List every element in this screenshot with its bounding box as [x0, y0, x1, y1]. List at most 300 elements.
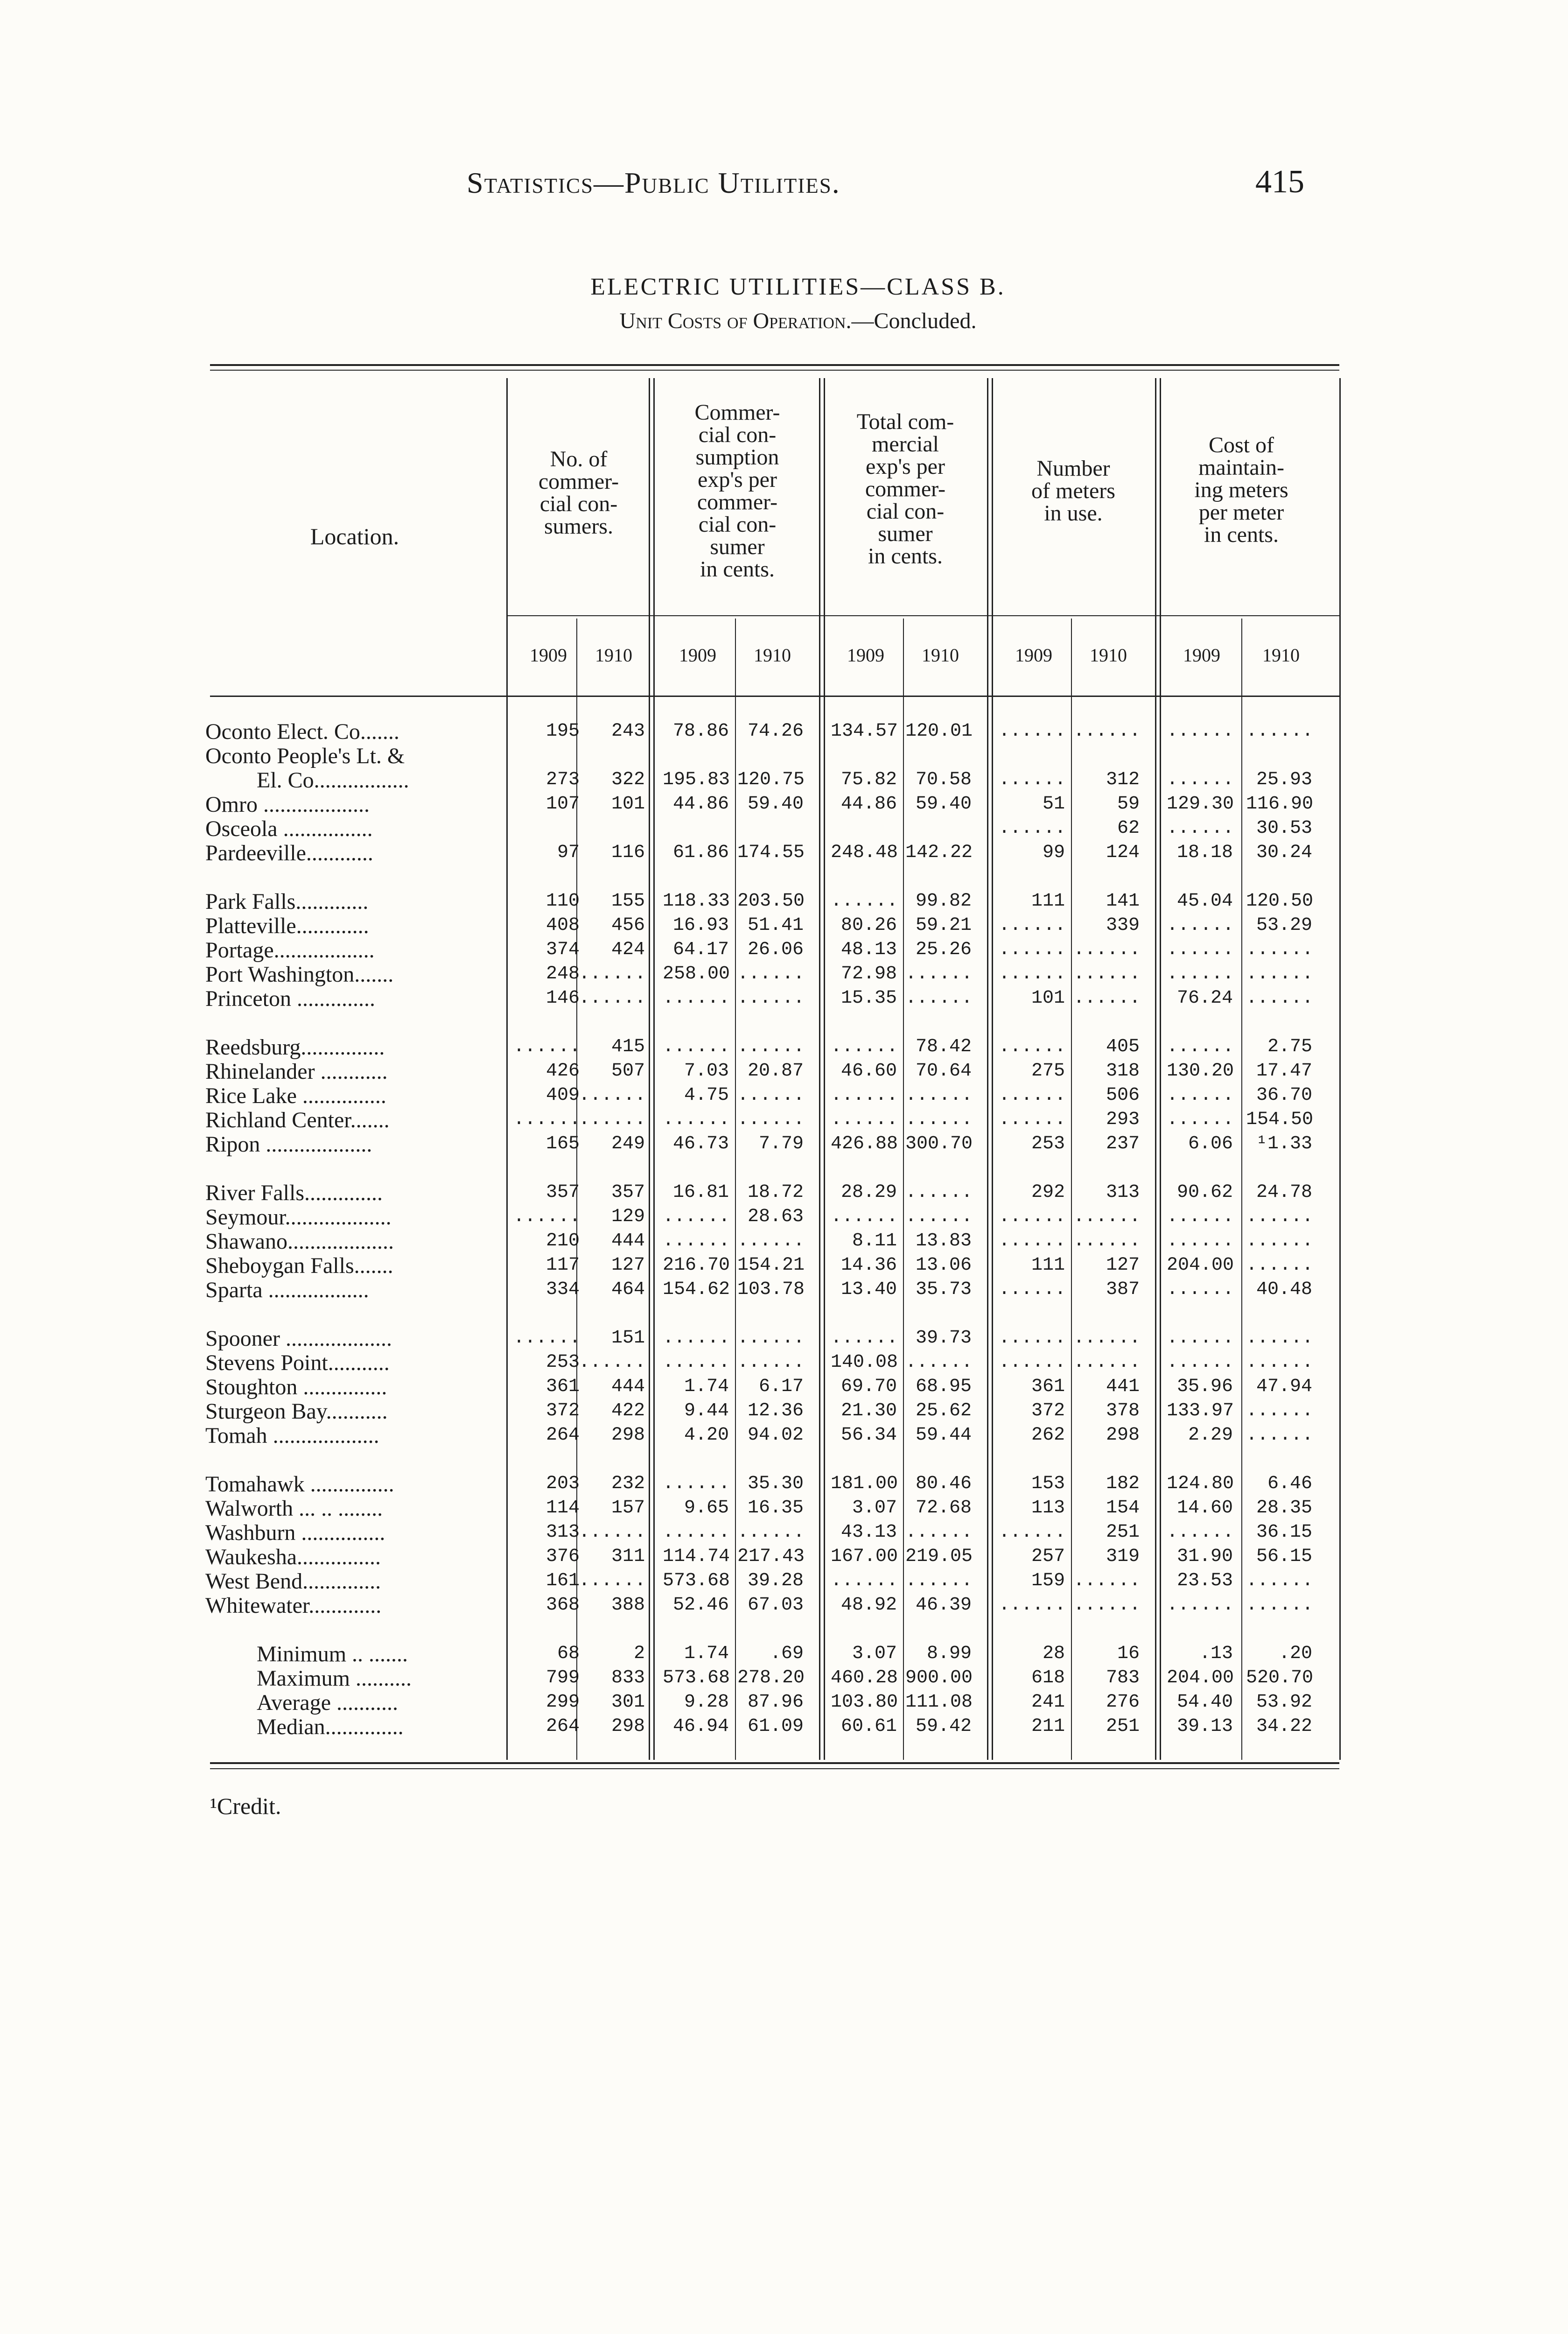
row-cell: 60.61	[840, 1716, 897, 1737]
row-cell: 16.93	[672, 915, 729, 936]
row-cell: 195.83	[663, 769, 730, 790]
row-cell: 181.00	[831, 1473, 898, 1494]
row-cell: 53.92	[1256, 1692, 1312, 1713]
row-cell: 36.15	[1256, 1522, 1312, 1543]
table-row	[201, 1107, 1339, 1132]
row-cell: 70.64	[915, 1061, 972, 1082]
table-row	[201, 767, 1339, 792]
row-cell: 30.53	[1256, 818, 1312, 839]
row-cell: ......	[1073, 1352, 1141, 1373]
row-cell: 39.13	[1176, 1716, 1233, 1737]
row-cell: 253	[1031, 1133, 1065, 1154]
row-cell: 203	[546, 1473, 580, 1494]
row-cell: 130.20	[1167, 1061, 1234, 1082]
row-cell: 14.60	[1176, 1497, 1233, 1519]
row-cell: ......	[1073, 721, 1141, 742]
row-cell: 251	[1106, 1716, 1140, 1737]
row-cell: 4.75	[684, 1085, 729, 1106]
row-cell: 151	[611, 1328, 645, 1349]
row-cell: 248.48	[831, 842, 898, 863]
consumers-header	[509, 448, 649, 538]
total_exp-header-line: exp's per	[866, 454, 945, 479]
row-cell: 28.63	[747, 1206, 804, 1227]
row-cell: ......	[831, 1570, 898, 1591]
row-cell: 409	[546, 1085, 580, 1106]
table-row	[201, 1641, 1339, 1666]
row-cell: 18.18	[1176, 842, 1233, 863]
table-row	[201, 1229, 1339, 1253]
row-cell: ......	[737, 1352, 805, 1373]
consumption_exp-header-line: sumer	[710, 534, 765, 559]
row-cell: 21.30	[840, 1400, 897, 1421]
row-cell: ......	[1073, 939, 1141, 960]
total_exp-header-line: Total com-	[856, 409, 954, 434]
row-cell: 7.79	[758, 1133, 804, 1154]
table-row	[201, 913, 1339, 937]
row-location: Platteville.............	[205, 914, 369, 938]
row-cell: ......	[999, 818, 1066, 839]
row-cell: 7.03	[684, 1061, 729, 1082]
row-cell: ......	[513, 1328, 581, 1349]
row-cell: 124	[1106, 842, 1140, 863]
row-cell: ......	[1167, 915, 1234, 936]
row-cell: 13.40	[840, 1279, 897, 1300]
page-number: 415	[1255, 164, 1304, 200]
row-cell: 35.73	[915, 1279, 972, 1300]
row-location: Spooner ...................	[205, 1326, 392, 1351]
row-cell: 56.15	[1256, 1546, 1312, 1567]
row-cell: 72.98	[840, 963, 897, 984]
row-cell: ......	[513, 1036, 581, 1057]
row-location: Seymour...................	[205, 1205, 392, 1230]
row-cell: ......	[999, 1279, 1066, 1300]
table-row	[201, 1496, 1339, 1520]
row-cell: 54.40	[1176, 1692, 1233, 1713]
row-cell: 334	[546, 1279, 580, 1300]
row-cell: 67.03	[747, 1595, 804, 1616]
row-cell: ......	[831, 1036, 898, 1057]
year-header: 1910	[922, 645, 959, 666]
row-cell: 298	[611, 1425, 645, 1446]
row-cell: 248	[546, 963, 580, 984]
row-cell: 59.44	[915, 1425, 972, 1446]
row-cell: 157	[611, 1497, 645, 1519]
meter_cost-header-line: Cost of	[1208, 433, 1274, 457]
row-cell: ......	[737, 1328, 805, 1349]
row-cell: 361	[1031, 1376, 1065, 1397]
table-row	[201, 1326, 1339, 1350]
row-cell: ......	[1246, 963, 1314, 984]
row-cell: .20	[1278, 1643, 1312, 1664]
row-cell: 299	[546, 1692, 580, 1713]
row-cell: 520.70	[1246, 1667, 1314, 1688]
row-cell: 53.29	[1256, 915, 1312, 936]
row-cell: 9.65	[684, 1497, 729, 1519]
row-cell: 61.86	[672, 842, 729, 863]
row-location: West Bend..............	[205, 1569, 381, 1594]
row-cell: 107	[546, 794, 580, 815]
row-cell: ......	[1167, 1109, 1234, 1130]
consumption-exp-header	[658, 401, 817, 581]
row-cell: 422	[611, 1400, 645, 1421]
row-cell: 48.92	[840, 1595, 897, 1616]
row-cell: ......	[737, 1109, 805, 1130]
row-cell: ......	[663, 1230, 730, 1251]
row-cell: 36.70	[1256, 1085, 1312, 1106]
row-cell: 424	[611, 939, 645, 960]
row-cell: 51	[1042, 794, 1065, 815]
row-cell: 783	[1106, 1667, 1140, 1688]
row-cell: ......	[579, 988, 646, 1009]
row-cell: 441	[1106, 1376, 1140, 1397]
row-cell: ......	[831, 1328, 898, 1349]
row-cell: 204.00	[1167, 1255, 1234, 1276]
row-cell: 9.28	[684, 1692, 729, 1713]
row-cell: ......	[737, 1230, 805, 1251]
row-cell: 210	[546, 1230, 580, 1251]
row-cell: 211	[1031, 1716, 1065, 1737]
row-cell: 120.50	[1246, 891, 1314, 912]
row-cell: ......	[1167, 1206, 1234, 1227]
consumption_exp-header-line: cial con-	[698, 422, 777, 447]
row-cell: 376	[546, 1546, 580, 1567]
table-row	[201, 1180, 1339, 1204]
row-cell: 116.90	[1246, 794, 1314, 815]
consumption_exp-header-line: commer-	[697, 490, 778, 514]
row-cell: ......	[905, 988, 973, 1009]
unit-costs-table	[201, 364, 1339, 1788]
row-cell: 35.96	[1176, 1376, 1233, 1397]
row-cell: 124.80	[1167, 1473, 1234, 1494]
row-cell: 460.28	[831, 1667, 898, 1688]
row-cell: 275	[1031, 1061, 1065, 1082]
row-cell: ......	[999, 769, 1066, 790]
row-location: Waukesha...............	[205, 1545, 381, 1569]
row-cell: 59.21	[915, 915, 972, 936]
row-cell: 39.28	[747, 1570, 804, 1591]
consumption_exp-header-line: cial con-	[698, 512, 777, 537]
row-cell: 311	[611, 1546, 645, 1567]
row-cell: 34.22	[1256, 1716, 1312, 1737]
table-row	[201, 1544, 1339, 1568]
row-cell: ......	[1073, 963, 1141, 984]
table-row	[201, 1301, 1339, 1326]
row-cell: 182	[1106, 1473, 1140, 1494]
row-cell: ......	[663, 1328, 730, 1349]
row-cell: 262	[1031, 1425, 1065, 1446]
table-row	[201, 1690, 1339, 1714]
row-cell: 134.57	[831, 721, 898, 742]
top-rule-2	[210, 370, 1339, 371]
consumption_exp-header-line: in cents.	[700, 557, 775, 582]
row-cell: ......	[513, 1109, 581, 1130]
row-cell: 357	[611, 1182, 645, 1203]
row-cell: ......	[999, 915, 1066, 936]
row-cell: ......	[1073, 1328, 1141, 1349]
row-location: Tomahawk ...............	[205, 1472, 394, 1497]
subtitle-prefix: Unit Costs of Operation.	[619, 309, 852, 333]
row-cell: ......	[999, 1036, 1066, 1057]
row-cell: 24.78	[1256, 1182, 1312, 1203]
total_exp-header-line: sumer	[878, 521, 933, 546]
row-cell: 159	[1031, 1570, 1065, 1591]
row-cell: 140.08	[831, 1352, 898, 1373]
row-cell: .69	[770, 1643, 804, 1664]
row-cell: ......	[663, 1206, 730, 1227]
row-cell: 195	[546, 721, 580, 742]
row-location: Park Falls.............	[205, 889, 369, 914]
row-cell: 1.74	[684, 1376, 729, 1397]
row-cell: 59.40	[747, 794, 804, 815]
table-row	[201, 1593, 1339, 1617]
row-cell: 161	[546, 1570, 580, 1591]
row-cell: 103.78	[737, 1279, 805, 1300]
consumption_exp-header-line: Commer-	[694, 400, 780, 425]
row-cell: 357	[546, 1182, 580, 1203]
total_exp-header-line: commer-	[865, 477, 946, 501]
row-cell: ......	[579, 1085, 646, 1106]
row-cell: 114	[546, 1497, 580, 1519]
row-cell: 146	[546, 988, 580, 1009]
row-location: Stevens Point...........	[205, 1350, 390, 1375]
row-cell: 94.02	[747, 1425, 804, 1446]
table-row	[201, 840, 1339, 865]
row-cell: ......	[1073, 1230, 1141, 1251]
row-cell: 900.00	[905, 1667, 973, 1688]
row-cell: ......	[1246, 1352, 1314, 1373]
row-cell: ......	[831, 1206, 898, 1227]
row-cell: ......	[999, 1328, 1066, 1349]
row-cell: 16	[1117, 1643, 1140, 1664]
row-cell: 142.22	[905, 842, 973, 863]
row-cell: 61.09	[747, 1716, 804, 1737]
row-cell: ......	[1167, 1352, 1234, 1373]
row-cell: 46.94	[672, 1716, 729, 1737]
row-cell: 118.33	[663, 891, 730, 912]
row-cell: ......	[737, 1036, 805, 1057]
year-header: 1910	[754, 645, 791, 666]
footnote: ¹Credit.	[210, 1793, 281, 1819]
row-cell: ......	[1246, 1328, 1314, 1349]
year-header: 1909	[847, 645, 884, 666]
row-cell: 30.24	[1256, 842, 1312, 863]
row-cell: 48.13	[840, 939, 897, 960]
row-location: Reedsburg...............	[205, 1035, 385, 1060]
row-cell: ......	[999, 1230, 1066, 1251]
row-cell: 44.86	[672, 794, 729, 815]
row-cell: 78.86	[672, 721, 729, 742]
row-cell: 141	[1106, 891, 1140, 912]
table-row	[201, 1520, 1339, 1544]
row-cell: ......	[1246, 988, 1314, 1009]
row-cell: 17.47	[1256, 1061, 1312, 1082]
row-cell: 251	[1106, 1522, 1140, 1543]
row-cell: 298	[611, 1716, 645, 1737]
table-row	[201, 816, 1339, 840]
row-cell: 154	[1106, 1497, 1140, 1519]
row-location: Richland Center.......	[205, 1108, 390, 1132]
row-location: Oconto People's Lt. &	[205, 744, 405, 768]
row-cell: 319	[1106, 1546, 1140, 1567]
table-row	[201, 1617, 1339, 1641]
row-cell: 43.13	[840, 1522, 897, 1543]
row-location: Walworth ... .. ........	[205, 1496, 383, 1521]
row-location: Maximum ..........	[257, 1666, 412, 1691]
table-row	[201, 1666, 1339, 1690]
row-cell: 8.11	[852, 1230, 897, 1251]
row-cell: ......	[663, 988, 730, 1009]
row-cell: ......	[1246, 939, 1314, 960]
row-cell: 219.05	[905, 1546, 973, 1567]
row-cell: 264	[546, 1716, 580, 1737]
row-cell: ......	[999, 721, 1066, 742]
row-cell: ......	[1167, 1230, 1234, 1251]
total-exp-header	[826, 411, 985, 568]
row-cell: 833	[611, 1667, 645, 1688]
row-cell: ......	[1246, 1255, 1314, 1276]
row-cell: 116	[611, 842, 645, 863]
table-row	[201, 1471, 1339, 1496]
location-header: Location.	[310, 523, 399, 549]
meter_cost-header-line: ing meters	[1194, 478, 1288, 502]
row-cell: 39.73	[915, 1328, 972, 1349]
row-cell: 506	[1106, 1085, 1140, 1106]
table-row	[201, 1059, 1339, 1083]
meter-cost-header	[1162, 434, 1321, 546]
row-cell: ......	[905, 1352, 973, 1373]
row-cell: ......	[737, 1522, 805, 1543]
row-cell: 388	[611, 1595, 645, 1616]
total_exp-header-line: mercial	[872, 432, 939, 457]
row-cell: 372	[546, 1400, 580, 1421]
row-location: Median..............	[257, 1715, 404, 1739]
row-cell: 318	[1106, 1061, 1140, 1082]
row-cell: ......	[1167, 721, 1234, 742]
row-cell: 374	[546, 939, 580, 960]
row-cell: 387	[1106, 1279, 1140, 1300]
table-row	[201, 1350, 1339, 1374]
row-cell: 300.70	[905, 1133, 973, 1154]
row-cell: 110	[546, 891, 580, 912]
row-cell: 298	[1106, 1425, 1140, 1446]
row-cell: 16.35	[747, 1497, 804, 1519]
row-cell: ......	[999, 1206, 1066, 1227]
total_exp-header-line: cial con-	[866, 499, 945, 524]
row-cell: 127	[1106, 1255, 1140, 1276]
row-cell: 25.93	[1256, 769, 1312, 790]
year-header: 1910	[595, 645, 632, 666]
row-cell: 80.26	[840, 915, 897, 936]
row-location: Stoughton ...............	[205, 1375, 387, 1399]
row-cell: 101	[1031, 988, 1065, 1009]
row-cell: 59	[1117, 794, 1140, 815]
row-cell: 292	[1031, 1182, 1065, 1203]
row-cell: 120.75	[737, 769, 805, 790]
row-cell: 133.97	[1167, 1400, 1234, 1421]
bottom-rule-2	[210, 1768, 1339, 1769]
bottom-rule	[210, 1762, 1339, 1764]
row-cell: 6.46	[1267, 1473, 1312, 1494]
row-cell: 52.46	[672, 1595, 729, 1616]
row-location: Rhinelander ............	[205, 1059, 388, 1084]
row-location: Princeton ..............	[205, 986, 375, 1011]
row-cell: 51.41	[747, 915, 804, 936]
row-cell: 72.68	[915, 1497, 972, 1519]
row-cell: ......	[663, 1352, 730, 1373]
row-cell: ......	[1167, 1085, 1234, 1106]
row-location: Washburn ...............	[205, 1520, 385, 1545]
row-cell: ......	[905, 1182, 973, 1203]
row-cell: 232	[611, 1473, 645, 1494]
row-cell: ......	[1167, 1522, 1234, 1543]
row-cell: 62	[1117, 818, 1140, 839]
row-cell: 278.20	[737, 1667, 805, 1688]
table-row	[201, 1568, 1339, 1593]
year-header: 1910	[1262, 645, 1300, 666]
meter_cost-header-line: in cents.	[1204, 522, 1279, 547]
row-cell: 507	[611, 1061, 645, 1082]
row-cell: ......	[1167, 1328, 1234, 1349]
row-cell: 103.80	[831, 1692, 898, 1713]
row-location: Whitewater.............	[205, 1593, 382, 1618]
row-cell: 361	[546, 1376, 580, 1397]
row-cell: 165	[546, 1133, 580, 1154]
row-cell: ......	[831, 1109, 898, 1130]
row-cell: 408	[546, 915, 580, 936]
row-cell: 56.34	[840, 1425, 897, 1446]
row-cell: 129	[611, 1206, 645, 1227]
row-cell: 9.44	[684, 1400, 729, 1421]
table-row	[201, 1034, 1339, 1059]
row-cell: 415	[611, 1036, 645, 1057]
row-cell: ......	[1246, 1400, 1314, 1421]
row-location: Portage..................	[205, 938, 375, 963]
row-cell: 23.53	[1176, 1570, 1233, 1591]
row-cell: 28	[1042, 1643, 1065, 1664]
year-header: 1909	[1183, 645, 1220, 666]
table-row	[201, 1132, 1339, 1156]
row-cell: .13	[1199, 1643, 1233, 1664]
row-cell: 26.06	[747, 939, 804, 960]
row-cell: 293	[1106, 1109, 1140, 1130]
row-cell: 444	[611, 1376, 645, 1397]
row-cell: 114.74	[663, 1546, 730, 1567]
running-title: Statistics—Public Utilities.	[467, 166, 840, 199]
row-cell: 154.21	[737, 1255, 805, 1276]
top-rule	[210, 364, 1339, 366]
row-cell: 313	[1106, 1182, 1140, 1203]
row-cell: 618	[1031, 1667, 1065, 1688]
table-row	[201, 743, 1339, 767]
row-cell: ......	[663, 1036, 730, 1057]
row-location: Port Washington.......	[205, 962, 394, 987]
row-location: Shawano...................	[205, 1229, 394, 1254]
row-cell: ......	[999, 1109, 1066, 1130]
row-cell: 59.40	[915, 794, 972, 815]
row-cell: 241	[1031, 1692, 1065, 1713]
row-cell: ......	[1246, 1230, 1314, 1251]
row-cell: 68.95	[915, 1376, 972, 1397]
row-cell: ......	[579, 1109, 646, 1130]
row-location: Pardeeville............	[205, 841, 373, 865]
row-cell: 15.35	[840, 988, 897, 1009]
row-cell: 78.42	[915, 1036, 972, 1057]
row-cell: ......	[905, 1570, 973, 1591]
row-cell: 111	[1031, 1255, 1065, 1276]
row-location: Tomah ...................	[205, 1423, 379, 1448]
row-cell: 2	[633, 1643, 645, 1664]
row-cell: 99.82	[915, 891, 972, 912]
